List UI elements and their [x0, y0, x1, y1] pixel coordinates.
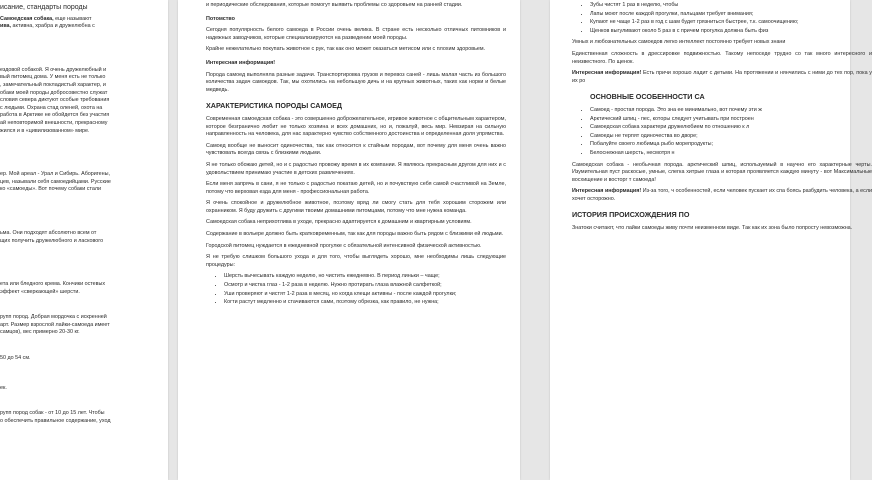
paragraph-enclosure: Содержание в вольере должно быть кратковременным, так как для породы важно быть рядом с близкими ей людьми.	[206, 231, 504, 238]
paragraph-unusual-breed: Самоедская собака - необычная порода. арктический шпиц, используемый в научно его характерные черты. Изумительная пуст раскосые, умные, слегка хитрые глаза и которая проявляется каждую минуту - вот Максимальные восхищение и восторг т самоеда!	[572, 161, 872, 183]
interesting-info-heading: Интересная информация!	[206, 59, 276, 66]
page-left-content	[0, 0, 150, 429]
paragraph-activity: Городской питомец нуждается в ежедневной прогулке с обязательной интенсивной физической активностью.	[206, 242, 482, 249]
interesting-info-label: Интересная информация!	[572, 70, 642, 77]
care-list-item: • Щенков выгуливают около 5 раз в с причем прогулка должна быть физ	[590, 28, 872, 36]
offspring-heading: Потомство	[206, 15, 235, 22]
paragraph-buying-warning: Крайне нежелательно покупать животное с рук, так как оно может оказаться метисом или с плохим здоровьем.	[206, 46, 486, 53]
paragraph-loneliness: Самоед вообще не выносит одиночества, так как относится к стайным породам, вот почему для меня очень важно чувствовать всегда связь с близкими людьми.	[206, 142, 506, 157]
features-list-item: • Побалуйте своего любимца рыбо морепродукты;	[590, 141, 872, 149]
page-right-content	[572, 2, 872, 237]
care-list-item: • Зубы чистят 1 раз в неделю, чтобы	[590, 2, 872, 10]
care-list-continued	[572, 2, 872, 35]
care-list-item: • Когти растут медленно и стачиваются сами, поэтому обрезка, как правило, не нужна;	[224, 299, 506, 307]
document-page-left	[0, 0, 168, 480]
paragraph-size: рупп пород. Добрая мордочка с искренней арт. Размер взрослой лайки-самоеда имеет самцов), вес примерно 20-30 кг.	[0, 314, 110, 336]
paragraph-checkups: и периодические обследования, которые помогут выявить проблемы со здоровьем на ранней стадии.	[206, 2, 463, 8]
paragraph-history: Знатоки считают, что лайки самоеды живу почти неизменном виде. Так как их зона было попросту невозможна.	[572, 225, 853, 232]
care-list-item: • Уши проверяют и чистят 1-2 раза в месяц, но когда клещи активны - после каждой прогулки;	[224, 291, 506, 299]
intro-bold: Самоедская собака,	[0, 15, 54, 22]
paragraph-tasks: Порода самоед выполняла разные задачи. Транспортировка грузов и перевоз саней - лишь малая часть из большого количества задач самоедов. Так, мы охотились на небольшую дичь и на крупных животных, таких как норки и белые медведь.	[206, 71, 506, 93]
paragraph-temperament: Современная самоедская собака - это совершенно доброжелательное, игривое животное с общительным характером, которое безгранично любит не только хозяина и всех домашних, но и, пожалуй, весь мир. Невзирая на сильную направленность на человека, для нас характерно чувство собственного достоинства и определенная доля упрямства.	[206, 115, 506, 138]
paragraph-popularity: Сегодня популярность белого самоеда в России очень велика. В стране есть несколько отличных питомников и надежных заводчиков, которые специализируются на разведении моей породы.	[206, 27, 506, 41]
interesting-info-label: Интересная информация!	[572, 188, 642, 195]
paragraph-coat: ета или бледного крема. Кончики остевых эффект «сверкающей» шерсти.	[0, 281, 106, 295]
paragraph-height: 50 до 54 см.	[0, 355, 31, 362]
paragraph-lifespan: рупп пород собак - от 10 до 15 лет. Чтобы о обеспечить правильное содержание, уход	[0, 410, 111, 424]
paragraph-care-intro: Я не требую слишком большого ухода и для того, чтобы выглядеть хорошо, мне необходимы лишь следующие процедуры:	[206, 254, 506, 268]
history-heading: ИСТОРИЯ ПРОИСХОЖДЕНИЯ ПО	[572, 210, 690, 220]
paragraph-guarding: Я очень спокойное и дружелюбное животное, поэтому вряд ли смогу стать для тебя хорошим сторожем или охранником. Я буду дружить с другими твоими домашними питомцами, потому что мне нужна команда.	[206, 200, 506, 214]
document-page-middle	[178, 0, 520, 480]
features-list-item: • Самоеды не терпят одиночества во дворе;	[590, 133, 872, 141]
breed-description-heading: исание, стандарты породы	[0, 4, 88, 11]
features-list-item: • Самоед - простая порода. Это зна ее минимально, вот почему эти ж	[590, 107, 872, 115]
features-list-item: • Арктический шпиц - пес, которы следует учитывать при построен	[590, 116, 872, 124]
care-list-item: • Купают не чаще 1-2 раз в год с шам будет грязниться быстрее, т.к. самоочищению;	[590, 19, 872, 27]
paragraph-sledding: Если меня запрячь в сани, я не только с радостью покатаю детей, но и почувствую себя самой счастливой на Земле, потому что верховая езда для меня - профессиональная работа.	[206, 181, 506, 195]
paragraph-origin: ер. Мой ареал - Урал и Сибирь. Аборигены, цев, называли себя самоедийцами. Русские ко «самоеды». Вот почему собаки стали	[0, 171, 111, 193]
care-list-item: • Шерсть вычесывать каждую неделю, но чистить ежедневно. В период линьки – чаще;	[224, 273, 506, 281]
intro-bold-2: ива,	[0, 23, 12, 30]
page-middle-content	[206, 2, 506, 311]
paragraph-difficulty: Единственная сложность в дрессировке подвижностью. Такому непоседе трудно со так много интересного и неизвестного. По щенок.	[572, 50, 872, 65]
intro-paragraph: Самоедская собака, еще называют ива, активна, храбра и дружелюбна с	[0, 15, 95, 30]
paragraph-interesting-sleep: Интересная информация! Из-за того, ч особенностей, если человек пускает их спа боясь разбудить человека, а если хочет осторожно.	[572, 188, 872, 202]
paragraph-children: Я не только обожаю детей, но и с радостью провожу время в их компании. Я являюсь прекрасным другом для них и с удовольствием принимаю участие в детских развлечениях.	[206, 161, 506, 176]
paragraph-sled-dog: ездовой собакой. Я очень дружелюбный и вый питомец дома. У меня есть не только , замечательный покладистый характер, и обаки моей породы добросовестно служат словия севера диктуют особые требования с людьми. Охрана стад оленей, охота на работа в Арктике не обойдется без участия ай неповторимой внешности, прекрасному жился и в «цивилизованном» мире.	[0, 66, 110, 134]
paragraph-training: Умных и любознательных самоедов легко интеллект постоянно требует новых знани	[572, 39, 786, 46]
main-features-heading: ОСНОВНЫЕ ОСОБЕННОСТИ СА	[590, 92, 705, 102]
document-page-right	[550, 0, 872, 480]
features-list-item: • Белоснежная шерсть, несмотря н	[590, 150, 872, 158]
paragraph-adaptation: Самоедская собака неприхотлива в уходе, прекрасно адаптируется к домашним и квартирным условиям.	[206, 219, 472, 226]
features-list-item: • Самоедская собака характери дружелюбием по отношению к л	[590, 124, 872, 132]
breed-characteristics-heading: ХАРАКТЕРИСТИКА ПОРОДЫ САМОЕД	[206, 101, 342, 111]
features-list	[572, 107, 872, 158]
paragraph-suitability: ьма. Они подходят абсолютно всем от щих получить дружелюбного и ласкового	[0, 229, 104, 244]
paragraph-interesting-children: Интересная информация! Есть причи хорошо ладит с детьми. На протяжении и нянчились с ними до тех пор, пока у их ро	[572, 70, 872, 84]
care-list-item: • Осмотр и чистка глаз - 1-2 раза в неделю. Нужно протирать глаза влажной салфеткой;	[224, 282, 506, 290]
paragraph-age: ек.	[0, 384, 7, 391]
care-list	[206, 273, 506, 306]
care-list-item: • Лапы моют после каждой прогулки, пальцами требует внимания;	[590, 11, 872, 19]
